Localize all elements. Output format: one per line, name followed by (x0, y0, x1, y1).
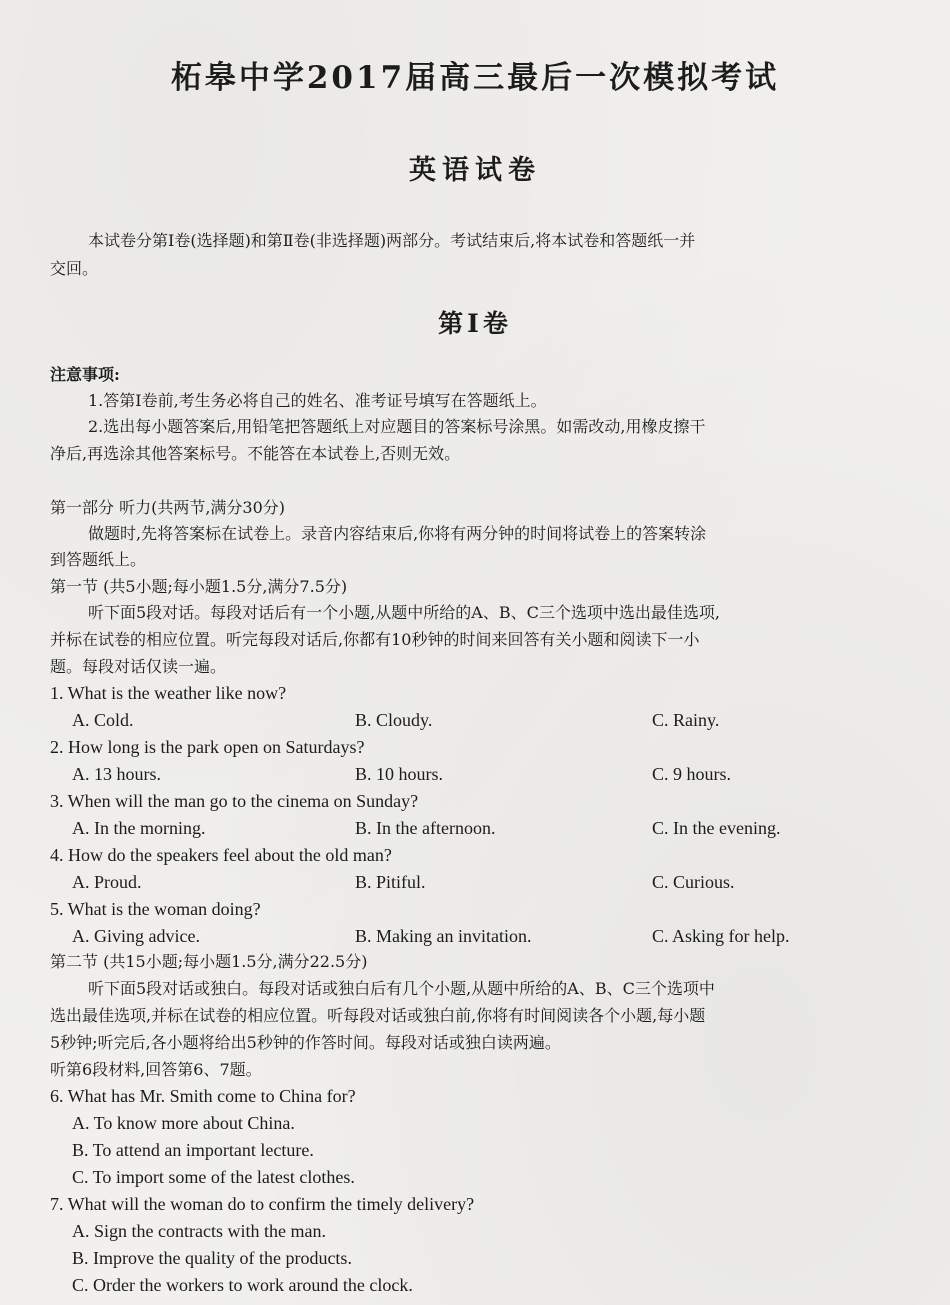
section2-instruction-line-2: 选出最佳选项,并标在试卷的相应位置。听每段对话或独白前,你将有时间阅读各个小题,每小题 (50, 1006, 706, 1025)
question-4-option-b: B. Pitiful. (355, 872, 426, 892)
question-5-option-c: C. Asking for help. (652, 926, 790, 946)
question-2-option-c: C. 9 hours. (652, 764, 732, 784)
part1-instruction-line-2: 到答题纸上。 (50, 550, 147, 569)
section2-instruction-line-1: 听下面5段对话或独白。每段对话或独白后有几个小题,从题中所给的A、B、C三个选项中 (88, 979, 715, 998)
notes-item-1: 1.答第Ⅰ卷前,考生务必将自己的姓名、准考证号填写在答题纸上。 (88, 391, 547, 410)
question-5-option-a: A. Giving advice. (72, 926, 200, 946)
section1-instruction-line-2: 并标在试卷的相应位置。听完每段对话后,你都有10秒钟的时间来回答有关小题和阅读下一小 (50, 630, 700, 649)
section1-instruction-line-1: 听下面5段对话。每段对话后有一个小题,从题中所给的A、B、C三个选项中选出最佳选项, (88, 603, 720, 622)
question-6-option-a: A. To know more about China. (72, 1113, 295, 1133)
question-4: 4. How do the speakers feel about the old man? (50, 845, 392, 865)
question-5-option-b: B. Making an invitation. (355, 926, 532, 946)
notes-item-2-line-2: 净后,再选涂其他答案标号。不能答在本试卷上,否则无效。 (50, 444, 461, 463)
question-6-option-b: B. To attend an important lecture. (72, 1140, 314, 1160)
question-4-option-c: C. Curious. (652, 872, 735, 892)
exam-title: 柘皋中学2017届高三最后一次模拟考试 (170, 60, 780, 96)
question-1: 1. What is the weather like now? (50, 683, 287, 703)
question-3-option-a: A. In the morning. (72, 818, 206, 838)
question-3-option-c: C. In the evening. (652, 818, 781, 838)
material-6-heading: 听第6段材料,回答第6、7题。 (50, 1060, 262, 1079)
intro-line-1: 本试卷分第Ⅰ卷(选择题)和第Ⅱ卷(非选择题)两部分。考试结束后,将本试卷和答题纸一并 (88, 231, 696, 250)
question-2-option-b: B. 10 hours. (355, 764, 444, 784)
question-6-option-c: C. To import some of the latest clothes. (72, 1167, 355, 1187)
question-2-option-a: A. 13 hours. (72, 764, 161, 784)
section2-instruction-line-3: 5秒钟;听完后,各小题将给出5秒钟的作答时间。每段对话或独白读两遍。 (50, 1033, 561, 1052)
section1-heading: 第一节 (共5小题;每小题1.5分,满分7.5分) (50, 577, 348, 596)
intro-line-2: 交回。 (50, 259, 99, 278)
question-7: 7. What will the woman do to confirm the timely delivery? (50, 1194, 475, 1214)
section1-instruction-line-3: 题。每段对话仅读一遍。 (50, 657, 227, 676)
question-4-option-a: A. Proud. (72, 872, 142, 892)
volume-title: 第Ⅰ卷 (438, 309, 512, 338)
question-1-option-c: C. Rainy. (652, 710, 720, 730)
question-7-option-c: C. Order the workers to work around the clock. (72, 1275, 413, 1295)
part1-heading: 第一部分 听力(共两节,满分30分) (50, 498, 286, 517)
notes-heading: 注意事项: (50, 365, 120, 384)
question-1-option-b: B. Cloudy. (355, 710, 433, 730)
question-1-option-a: A. Cold. (72, 710, 134, 730)
section2-heading: 第二节 (共15小题;每小题1.5分,满分22.5分) (50, 952, 368, 971)
exam-subtitle: 英语试卷 (409, 155, 541, 186)
question-2: 2. How long is the park open on Saturdays? (50, 737, 365, 757)
question-3-option-b: B. In the afternoon. (355, 818, 496, 838)
question-5: 5. What is the woman doing? (50, 899, 261, 919)
question-6: 6. What has Mr. Smith come to China for? (50, 1086, 356, 1106)
question-7-option-b: B. Improve the quality of the products. (72, 1248, 352, 1268)
notes-item-2-line-1: 2.选出每小题答案后,用铅笔把答题纸上对应题目的答案标号涂黑。如需改动,用橡皮擦干 (88, 417, 706, 436)
question-7-option-a: A. Sign the contracts with the man. (72, 1221, 326, 1241)
part1-instruction-line-1: 做题时,先将答案标在试卷上。录音内容结束后,你将有两分钟的时间将试卷上的答案转涂 (88, 524, 707, 543)
question-3: 3. When will the man go to the cinema on Sunday? (50, 791, 419, 811)
